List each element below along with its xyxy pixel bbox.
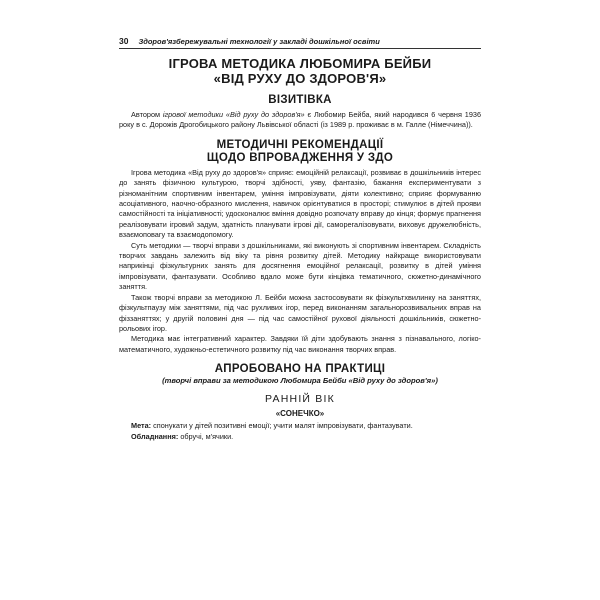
practice-subheading: (творчі вправи за методикою Любомира Бейби «Від руху до здоров'я») — [162, 376, 438, 386]
chapter-title-line2: «ВІД РУХУ ДО ЗДОРОВ'Я» — [213, 71, 387, 86]
page-number: 30 — [119, 36, 129, 46]
equipment-text: обручі, м'ячики. — [178, 431, 234, 441]
bc-text-b: є Любомир Бейба, який народився 6 червня 1936 року в с. Дорожів Дрогобицького району Львівської області (із 1989 р. проживає в м. Галле (Німеччина)). — [119, 110, 482, 130]
chapter-title — [119, 56, 481, 86]
recommendations-heading-line1: МЕТОДИЧНІ РЕКОМЕНДАЦІЇ — [216, 138, 384, 151]
recommendations-paragraph-1: Ігрова методика «Від руху до здоров'я» сприяє: емоційній релаксації, розвиває в дошкільників інтерес до занять фізичною культурою, творчі здібності, уяву, фантазію, бажання експериментувати з різноманітним спортивним інвентарем, уміння імпровізувати, діяти колективно; сприяє формуванню асоціативного, наочно-образного мислення, навичок орієнтуватися в просторі; стимулює в дітей прояви самостійності та ініціативності; удосконалює вміння довідно розпочату вправу до кінця; формує прагнення реалізовувати ігровий задум, здатність планувати ігрові дії, саморегалізовувати, виховує дружелюбність, взаємоповагу та взаємодопомогу. — [119, 167, 481, 240]
recommendations-heading-line2: ЩОДО ВПРОВАДЖЕННЯ У ЗДО — [206, 151, 394, 164]
business-card-paragraph — [119, 110, 481, 131]
goal-label: Мета: — [131, 421, 152, 431]
bc-method-name: ігрової методики «Від руху до здоров'я» — [162, 110, 305, 119]
running-title: Здоров'язбережувальні технології у закладі дошкільної освіти — [138, 37, 380, 46]
business-card-heading: ВІЗИТІВКА — [268, 94, 332, 106]
equipment-label: Обладнання: — [131, 431, 179, 441]
age-group-heading: РАННІЙ ВІК — [265, 393, 335, 406]
game-title: «СОНЕЧКО» — [275, 409, 325, 419]
game-equipment — [119, 432, 481, 442]
recommendations-paragraph-2: Суть методики — творчі вправи з дошкільниками, які виконують зі спортивним інвентарем. Складність творчих завдань залежить від віку та рівня розвитку дітей. Методику найкраще використовувати наприкінці фізкультурних занять для досягнення емоційної релаксації, розвитку в дітей уміння імпровізувати, фантазувати. Особливо вдало може бути кінцівка тематичного, сюжетно-динамічного заняття. — [119, 240, 481, 292]
recommendations-heading — [119, 139, 481, 165]
page — [119, 36, 481, 442]
recommendations-paragraph-4: Методика має інтегративний характер. Завдяки їй діти здобувають знання з пізнавального, логіко-математичного, художньо-естетичного розвитку під час виконання творчих вправ. — [119, 334, 481, 354]
practice-heading: АПРОБОВАНО НА ПРАКТИЦІ — [214, 363, 386, 376]
running-header — [119, 36, 481, 49]
bc-text-a: Автором — [131, 110, 163, 119]
goal-text: спонукати у дітей позитивні емоції; учити малят імпровізувати, фантазувати. — [151, 421, 413, 431]
chapter-title-line1: ІГРОВА МЕТОДИКА ЛЮБОМИРА БЕЙБИ — [168, 56, 432, 71]
game-goal — [119, 421, 481, 431]
recommendations-paragraph-3: Також творчі вправи за методикою Л. Бейби можна застосовувати як фізкультхвилинку на заняттях, фізкультпаузу між заняттями, під час рухливих ігор, перед виконанням загальнорозвивальних вправ на фіззаняттях; у другій половині дня — під час самостійної рухової діяльності дошкільників, сюжетно-рольових ігор. — [119, 292, 481, 333]
